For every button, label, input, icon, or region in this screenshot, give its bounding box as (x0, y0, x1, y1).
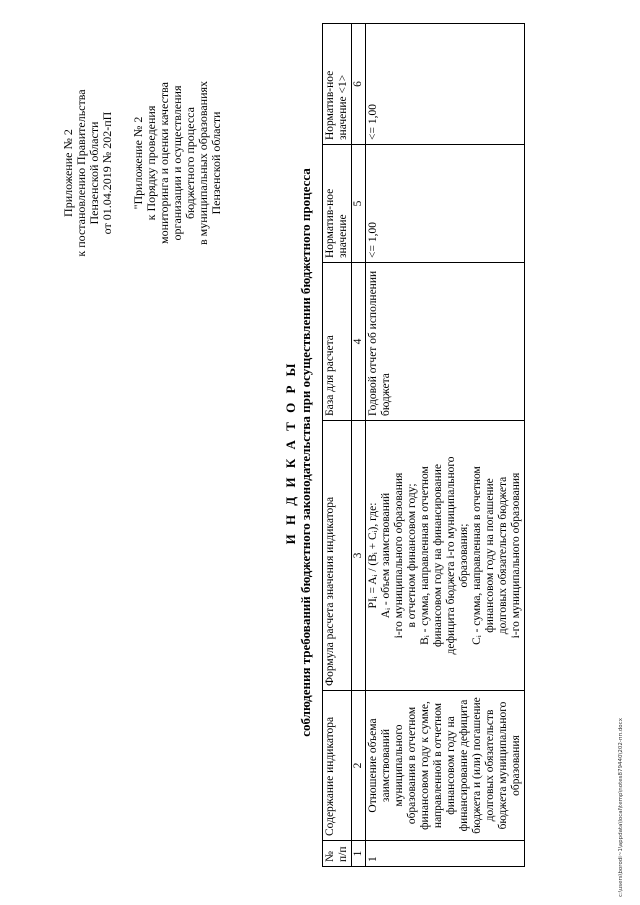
formula-line: Aᵢ - объем заимствований (380, 492, 392, 619)
appendix-quote-line: в муниципальных образованиях (196, 80, 210, 246)
table-row (366, 24, 525, 867)
indicator-base: Годовой отчет об исполнении бюджета (366, 263, 525, 421)
file-path-footer: c:\users\borodi~1\appdata\local\temp\notes879440\202-пп.docx (618, 718, 624, 897)
indicator-content: Отношение объема заимствований муниципального образования в отчетном финансовом году к сумме, направленной в отчетном финансовом году на финансирование дефицита бюджета и (или) погашение долговых обязательств бюджета муниципального образования (366, 691, 525, 841)
header-norm-note: Норматив-ное значение <1> (323, 24, 352, 145)
column-number: 3 (352, 421, 366, 691)
header-content: Содержание индикатора (323, 691, 352, 841)
document-title: И Н Д И К А Т О Р Ы (283, 360, 298, 545)
column-number: 2 (352, 691, 366, 841)
row-num: 1 (366, 841, 525, 867)
column-number: 5 (352, 145, 366, 263)
formula-line: дефицита бюджета i-го муниципального (445, 456, 457, 655)
column-number: 4 (352, 263, 366, 421)
appendix-quote-line: организации и осуществления (170, 85, 184, 241)
header-base: База для расчета (323, 263, 352, 421)
appendix-quote-line: Пензенской области (209, 111, 223, 215)
indicator-formula (366, 421, 525, 691)
formula-line: Cᵢ - сумма, направленная в отчетном (471, 466, 483, 645)
indicators-table (322, 23, 525, 867)
formula-line: в отчетном финансовом году; (406, 483, 418, 628)
appendix-quote-line: "Приложение № 2 (131, 116, 145, 210)
indicator-norm-note: <= 1,00 (366, 24, 525, 145)
formula-line: финансовом году на погашение (484, 478, 496, 633)
column-number: 6 (352, 24, 366, 145)
formula-line: Bᵢ - сумма, направленная в отчетном (419, 466, 431, 645)
column-number-row (352, 24, 366, 867)
appendix-line: от 01.04.2019 № 202-пП (100, 111, 114, 235)
formula-line: PIᵢ = Aᵢ / (Bᵢ + Cᵢ), где: (367, 502, 379, 609)
formula-line: финансовом году на финансирование (432, 464, 444, 647)
header-norm: Норматив-ное значение (323, 145, 352, 263)
header-formula: Формула расчета значения индикатора (323, 421, 352, 691)
formula-line: образования; (458, 523, 470, 588)
formula-line: i-го муниципального образования (510, 472, 522, 639)
appendix-block (62, 43, 114, 303)
document-subtitle: соблюдения требований бюджетного законодательства при осуществлении бюджетного процесса (298, 168, 313, 737)
appendix-quote-line: к Порядку проведения (144, 105, 158, 221)
appendix-quote-line: бюджетного процесса (183, 107, 197, 219)
header-num: № п/п (323, 841, 352, 867)
column-number: 1 (352, 841, 366, 867)
formula-line: долговых обязательств бюджета (497, 476, 509, 635)
formula-line: i-го муниципального образования (393, 472, 405, 639)
appendix-quote-block (132, 43, 223, 283)
appendix-line: Пензенской области (87, 121, 101, 225)
appendix-line: к постановлению Правительства (74, 89, 88, 257)
appendix-line: Приложение № 2 (61, 129, 75, 217)
table-header-row (323, 24, 352, 867)
document-heading (283, 0, 313, 905)
appendix-quote-line: мониторинга и оценки качества (157, 81, 171, 245)
indicator-norm: <= 1,00 (366, 145, 525, 263)
